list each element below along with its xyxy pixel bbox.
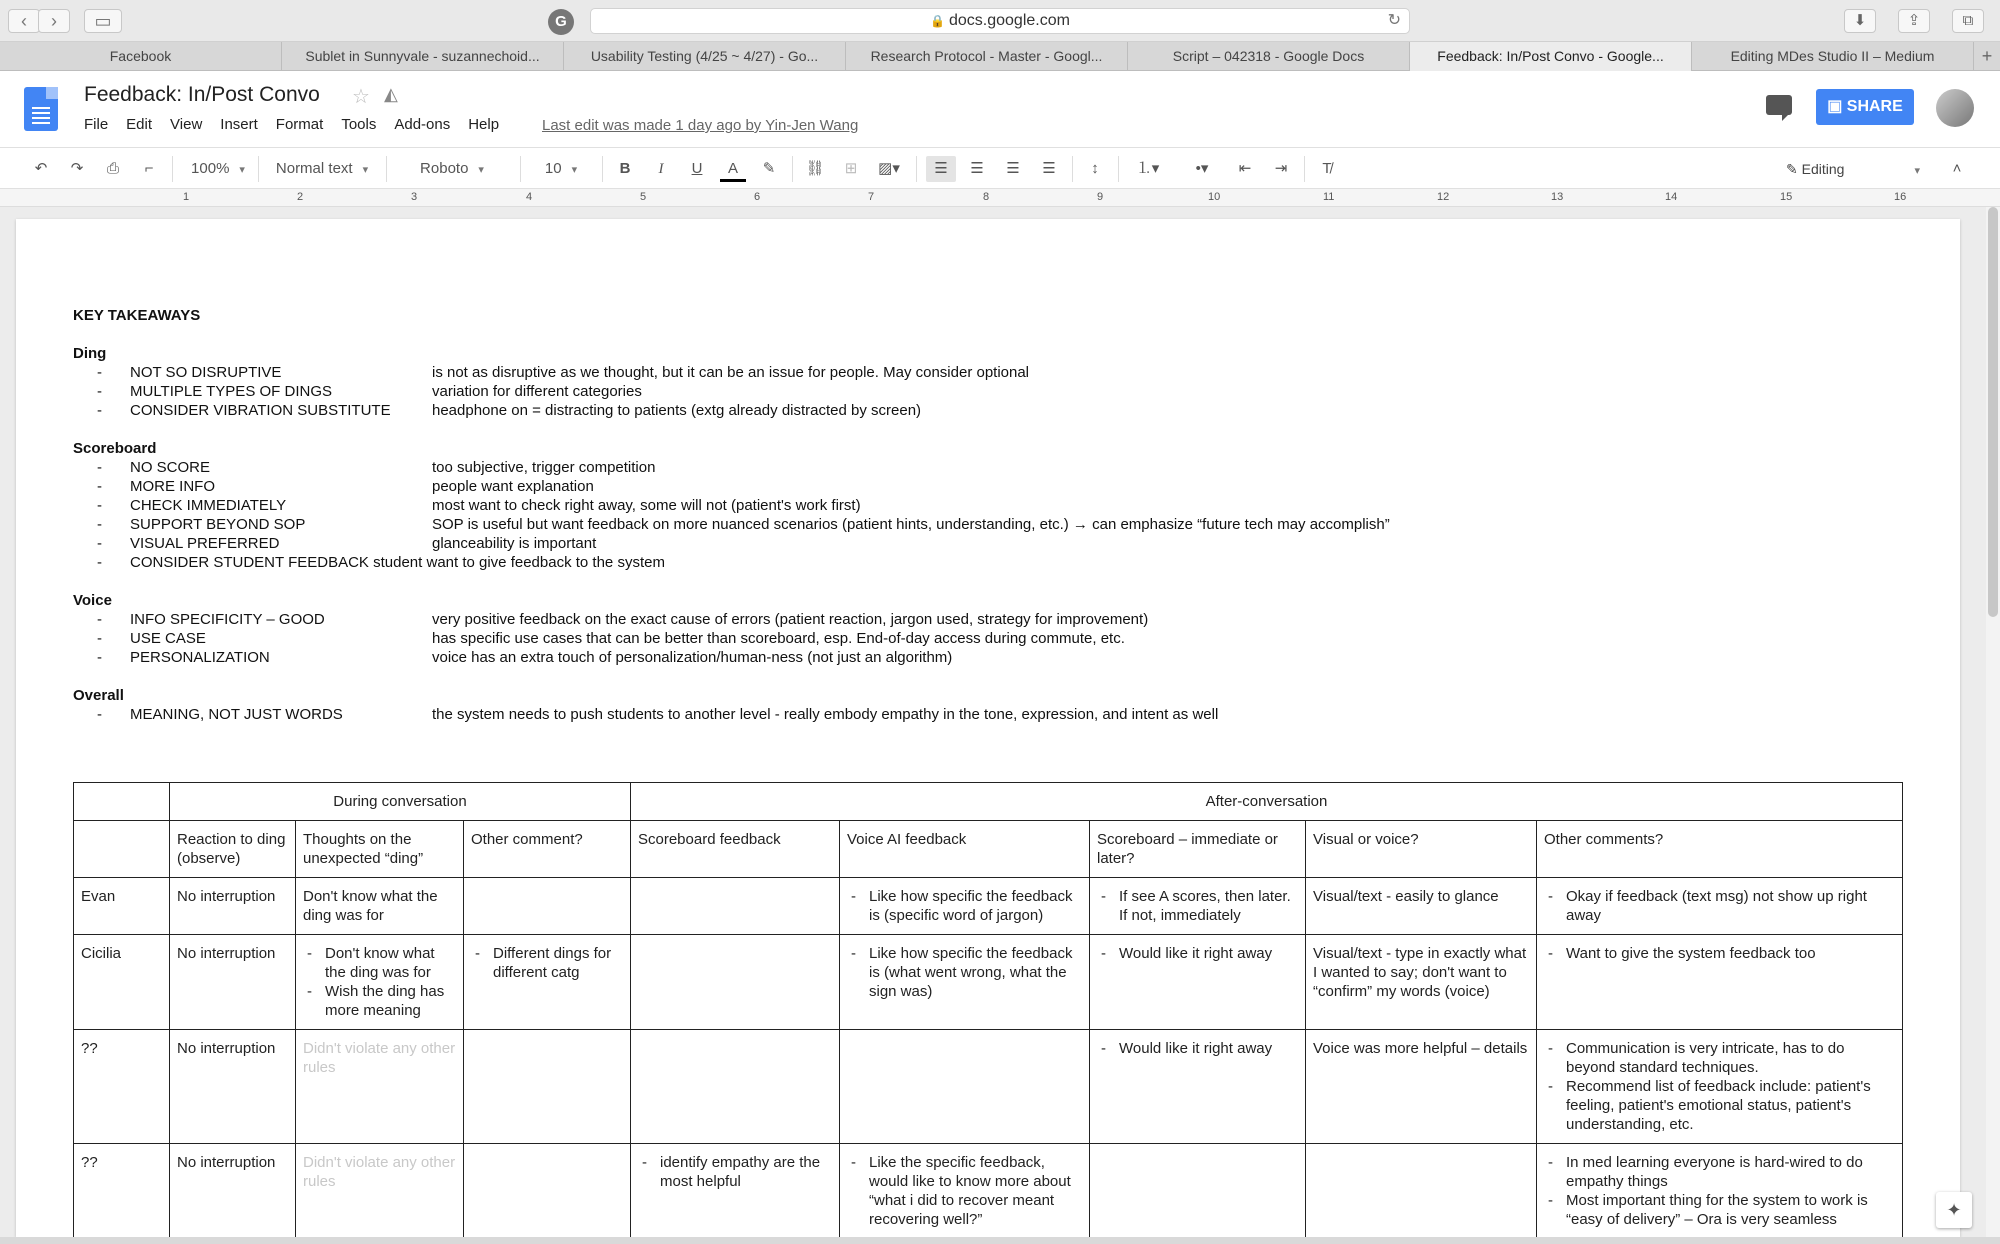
ruler-number: 2 xyxy=(297,191,304,203)
table-cell[interactable]: - Don't know what the ding was for - Wish the ding has more meaning xyxy=(296,935,464,1030)
participant-name[interactable]: Evan xyxy=(74,878,170,935)
table-cell[interactable]: Visual/text - type in exactly what I wanted to say; don't want to “confirm” my words (voice) xyxy=(1306,935,1537,1030)
ruler-number: 13 xyxy=(1551,191,1564,203)
formatting-toolbar xyxy=(0,147,2000,189)
ruler-number: 12 xyxy=(1437,191,1450,203)
table-cell[interactable]: - Would like it right away xyxy=(1090,935,1306,1030)
ruler-number: 5 xyxy=(640,191,647,203)
editing-mode-select[interactable] xyxy=(1786,156,1920,182)
pencil-icon: ✎ xyxy=(1786,161,1802,177)
menu-help[interactable]: Help xyxy=(468,116,500,133)
share-button[interactable] xyxy=(1816,89,1914,125)
table-cell[interactable]: - Want to give the system feedback too xyxy=(1537,935,1903,1030)
move-to-folder-icon[interactable]: ◭ xyxy=(384,84,398,104)
grammarly-extension-icon[interactable]: G xyxy=(548,9,574,35)
align-justify-icon[interactable]: ☰ xyxy=(1042,160,1056,177)
feedback-table[interactable] xyxy=(73,782,1903,1237)
table-cell[interactable]: Didn't violate any other rules xyxy=(296,1030,464,1144)
font-select[interactable]: Roboto ▾ xyxy=(396,156,508,182)
vertical-scrollbar[interactable] xyxy=(1986,207,2000,1237)
menu-edit[interactable]: Edit xyxy=(126,116,153,133)
menu-file[interactable]: File xyxy=(84,116,109,133)
column-header: Visual or voice? xyxy=(1306,821,1537,878)
decrease-indent-icon[interactable]: ⇤ xyxy=(1238,160,1252,177)
table-cell[interactable] xyxy=(74,821,170,878)
table-cell[interactable]: No interruption xyxy=(170,1144,296,1238)
table-cell[interactable] xyxy=(1306,1144,1537,1238)
zoom-select[interactable]: 100% ▾ xyxy=(182,156,254,182)
chevron-down-icon: ▾ xyxy=(1914,165,1920,177)
browser-tab[interactable]: Sublet in Sunnyvale - suzannechoid... xyxy=(282,42,564,71)
ruler-number: 16 xyxy=(1894,191,1907,203)
italic-icon[interactable]: I xyxy=(658,161,664,177)
redo-icon[interactable]: ↷ xyxy=(70,160,84,177)
document-title[interactable]: Feedback: In/Post Convo xyxy=(84,83,320,106)
table-header-row xyxy=(74,821,1903,878)
ruler-number: 7 xyxy=(868,191,875,203)
table-cell[interactable]: - Like the specific feedback, would like to know more about “what i did to recover meant recovering well?” xyxy=(840,1144,1090,1238)
ruler[interactable] xyxy=(0,189,2000,207)
document-canvas xyxy=(0,207,2000,1237)
section-heading: Scoreboard xyxy=(73,440,157,457)
table-cell[interactable]: No interruption xyxy=(170,935,296,1030)
undo-icon[interactable]: ↶ xyxy=(34,160,48,177)
insert-comment-icon[interactable]: ⊞ xyxy=(844,160,858,177)
comments-icon[interactable] xyxy=(1766,95,1792,115)
ruler-number: 14 xyxy=(1665,191,1678,203)
align-left-icon[interactable]: ☰ xyxy=(926,156,956,182)
table-cell[interactable]: - Different dings for different catg xyxy=(464,935,631,1030)
column-header: Scoreboard feedback xyxy=(631,821,840,878)
browser-tab[interactable]: Script – 042318 - Google Docs xyxy=(1128,42,1410,71)
back-button[interactable]: ‹ xyxy=(8,9,40,33)
style-select[interactable]: Normal text ▾ xyxy=(268,156,376,182)
increase-indent-icon[interactable]: ⇥ xyxy=(1274,160,1288,177)
lock-icon: 🔒 xyxy=(930,14,945,28)
numbered-list-icon[interactable]: ⒈▾ xyxy=(1136,160,1160,177)
ruler-number: 8 xyxy=(983,191,990,203)
table-group-header-row xyxy=(74,783,1903,821)
participant-name[interactable]: ?? xyxy=(74,1030,170,1144)
section-heading: Ding xyxy=(73,345,107,362)
browser-tabs xyxy=(0,42,2000,71)
table-row xyxy=(74,1144,1903,1238)
menu-insert[interactable]: Insert xyxy=(220,116,258,133)
table-cell[interactable]: - Like how specific the feedback is (specific word of jargon) xyxy=(840,878,1090,935)
table-cell[interactable] xyxy=(464,878,631,935)
column-header: Thoughts on the unexpected “ding” xyxy=(296,821,464,878)
table-cell[interactable] xyxy=(631,878,840,935)
collapse-menu-icon[interactable]: ˄ xyxy=(1952,160,1962,177)
explore-icon[interactable]: ✦ xyxy=(1936,1192,1972,1228)
new-tab-icon[interactable]: + xyxy=(1981,46,1993,66)
column-header: Reaction to ding (observe) xyxy=(170,821,296,878)
insert-link-icon[interactable]: ⛓ xyxy=(805,160,825,177)
group-header-after: After-conversation xyxy=(631,783,1903,821)
document-page[interactable]: KEY TAKEAWAYS Ding - NOT SO DISRUPTIVE is not as disruptive as we thought, but it can be an issue for people. May consider optional - MULTIPLE TYPES OF DINGS variation for different categories - CONSIDER VIBRATION SUBSTITUTE headphone on = distracting to patients (extg already distracted by screen) Scoreboard - NO SCORE too subjective, trigger competition - MORE INFO people want explanation - CHECK IMMEDIATELY most want to check right away, some will not (patient's work first) - SUPPORT BEYOND SOP SOP is useful but want feedback on more nuanced scenarios (patient hints, understanding, etc.) → can emphasize “future tech may accomplish” - VISUAL PREFERRED glanceability is important - CONSIDER STUDENT FEEDBACK student want to give feedback to the system Voice - INFO SPECIFICITY – GOOD very positive feedback on the exact cause of errors (patient reaction, jargon used, strategy for improvement) - USE CASE has specific use cases that can be better than scoreboard, esp. End-of-day access during commute, etc. - PERSONALIZATION voice has an extra touch of personalization/human-ness (not just an algorithm) Overall - MEANING, NOT JUST WORDS the system needs to push students to another level - really embody empathy in the tone, expression, and intent as well During conversation After-conversation Reaction to ding (observe) Thoughts on the unexpected “ding” Other comment? Scoreboard feedback Voice AI feedback Scoreboard – immediate or later? Visual or voice? Other comments? Evan No interruption Don't know what the ding was for - Like how specific the feedback is (specific word of jargon) - If see A scores, then later. If not, immediately Visual/text - easily to glance - Okay if feedback (text msg) not show up right away Cicilia No interruption - Don't know what the ding was for - Wish the ding has more meaning - Different dings for different catg - Like how specific the feedback is (what went wrong, what the sign was) - Would like it right away Visual/text - type in exactly what I wanted to say; don't want to “confirm” my words (voice) - Want to give the system feedback too ?? No interruption Didn't violate any other rules - Would like it right away Voice was more helpful – details - Communication is very intricate, has to do beyond standard techniques. - Recommend list of feedback include: patient's feeling, patient's emotional status, patient's understanding, etc. ?? No interruption Didn't violate any other rules - identify empathy are the most helpful - Like the specific feedback, would like to know more about “what i did to recover meant recovering well?” - In med learning everyone is hard-wired to do empathy things - Most important thing for the system to work is “easy of delivery” – Ora is very seamless xyxy=(16,219,1960,1237)
highlight-color-icon[interactable]: ✎ xyxy=(762,160,776,177)
ruler-number: 15 xyxy=(1780,191,1793,203)
table-cell[interactable]: Voice was more helpful – details xyxy=(1306,1030,1537,1144)
table-cell[interactable]: No interruption xyxy=(170,878,296,935)
table-cell[interactable]: - Communication is very intricate, has to do beyond standard techniques. - Recommend list of feedback include: patient's feeling, patient's emotional status, patient's understanding, etc. xyxy=(1537,1030,1903,1144)
scrollbar-thumb[interactable] xyxy=(1988,207,1998,617)
table-cell[interactable]: - identify empathy are the most helpful xyxy=(631,1144,840,1238)
share-label: SHARE xyxy=(1846,98,1903,115)
browser-toolbar xyxy=(0,0,2000,42)
ruler-number: 11 xyxy=(1323,191,1335,203)
table-row xyxy=(74,935,1903,1030)
clear-formatting-icon[interactable]: T̸ xyxy=(1322,160,1332,177)
column-header: Other comments? xyxy=(1537,821,1903,878)
browser-tab[interactable]: Facebook xyxy=(0,42,282,71)
reload-icon[interactable]: ↻ xyxy=(1387,12,1401,29)
participant-name[interactable]: ?? xyxy=(74,1144,170,1238)
avatar[interactable] xyxy=(1936,89,1974,127)
address-bar[interactable] xyxy=(590,8,1410,34)
align-right-icon[interactable]: ☰ xyxy=(1006,160,1020,177)
table-cell[interactable]: Visual/text - easily to glance xyxy=(1306,878,1537,935)
menu-view[interactable]: View xyxy=(170,116,203,133)
participant-name[interactable]: Cicilia xyxy=(74,935,170,1030)
docs-header xyxy=(0,71,2000,147)
print-icon[interactable]: ⎙ xyxy=(106,160,119,177)
section-heading: Voice xyxy=(73,592,112,609)
bulleted-list-icon[interactable]: •▾ xyxy=(1195,160,1209,177)
table-cell[interactable] xyxy=(74,783,170,821)
browser-tab[interactable]: Research Protocol - Master - Googl... xyxy=(846,42,1128,71)
paint-format-icon[interactable]: ⌐ xyxy=(144,160,154,177)
font-size-select[interactable]: 10 ▾ xyxy=(530,156,592,182)
share-sheet-icon[interactable]: ⇪ xyxy=(1898,9,1930,33)
ruler-number: 3 xyxy=(411,191,418,203)
menu-bar xyxy=(84,116,517,133)
table-cell[interactable] xyxy=(840,1030,1090,1144)
table-cell[interactable]: Don't know what the ding was for xyxy=(296,878,464,935)
table-cell[interactable]: Didn't violate any other rules xyxy=(296,1144,464,1238)
ruler-number: 9 xyxy=(1097,191,1104,203)
ruler-number: 1 xyxy=(183,191,190,203)
star-icon[interactable]: ☆ xyxy=(352,86,370,108)
table-cell[interactable] xyxy=(464,1144,631,1238)
table-cell[interactable] xyxy=(631,935,840,1030)
table-row xyxy=(74,878,1903,935)
share-icon: ▣ xyxy=(1827,98,1847,115)
ruler-number: 10 xyxy=(1208,191,1221,203)
align-center-icon[interactable]: ☰ xyxy=(970,160,984,177)
browser-tab-active[interactable]: Feedback: In/Post Convo - Google... xyxy=(1410,42,1692,71)
table-cell[interactable]: No interruption xyxy=(170,1030,296,1144)
table-cell[interactable] xyxy=(1090,1144,1306,1238)
menu-tools[interactable]: Tools xyxy=(341,116,377,133)
underline-icon[interactable]: U xyxy=(691,160,703,177)
browser-tab[interactable]: Usability Testing (4/25 ~ 4/27) - Go... xyxy=(564,42,846,71)
ruler-number: 4 xyxy=(526,191,533,203)
column-header: Voice AI feedback xyxy=(840,821,1090,878)
ruler-number: 6 xyxy=(754,191,761,203)
table-cell[interactable]: - Would like it right away xyxy=(1090,1030,1306,1144)
group-header-during: During conversation xyxy=(170,783,631,821)
table-cell[interactable]: - If see A scores, then later. If not, immediately xyxy=(1090,878,1306,935)
table-cell[interactable] xyxy=(631,1030,840,1144)
sidebar-toggle-icon[interactable]: ▭ xyxy=(84,9,122,33)
key-takeaways-heading: KEY TAKEAWAYS xyxy=(73,307,201,324)
bottom-bar xyxy=(0,1237,2000,1244)
table-row xyxy=(74,1030,1903,1144)
tabs-overview-icon[interactable]: ⧉ xyxy=(1952,9,1984,33)
table-cell[interactable]: - Like how specific the feedback is (what went wrong, what the sign was) xyxy=(840,935,1090,1030)
section-heading: Overall xyxy=(73,687,124,704)
google-docs-logo-icon[interactable] xyxy=(24,87,58,131)
url-text: docs.google.com xyxy=(948,12,1070,29)
editing-mode-label: Editing xyxy=(1801,161,1845,177)
column-header: Scoreboard – immediate or later? xyxy=(1090,821,1306,878)
menu-addons[interactable]: Add-ons xyxy=(394,116,451,133)
forward-button[interactable]: › xyxy=(38,9,70,33)
line-spacing-icon[interactable]: ↕ xyxy=(1091,160,1099,177)
insert-image-icon[interactable]: ▨▾ xyxy=(878,160,900,177)
download-icon[interactable]: ⬇ xyxy=(1844,9,1876,33)
bold-icon[interactable]: B xyxy=(619,160,631,177)
table-cell[interactable]: - In med learning everyone is hard-wired to do empathy things - Most important thing for the system to work is “easy of delivery” – Ora is very seamless xyxy=(1537,1144,1903,1238)
last-edit-link[interactable]: Last edit was made 1 day ago by Yin-Jen Wang xyxy=(542,117,859,134)
menu-format[interactable]: Format xyxy=(275,116,324,133)
column-header: Other comment? xyxy=(464,821,631,878)
table-cell[interactable]: - Okay if feedback (text msg) not show up right away xyxy=(1537,878,1903,935)
table-cell[interactable] xyxy=(464,1030,631,1144)
text-color-icon[interactable]: A xyxy=(720,156,746,182)
browser-tab[interactable]: Editing MDes Studio II – Medium xyxy=(1692,42,1974,71)
